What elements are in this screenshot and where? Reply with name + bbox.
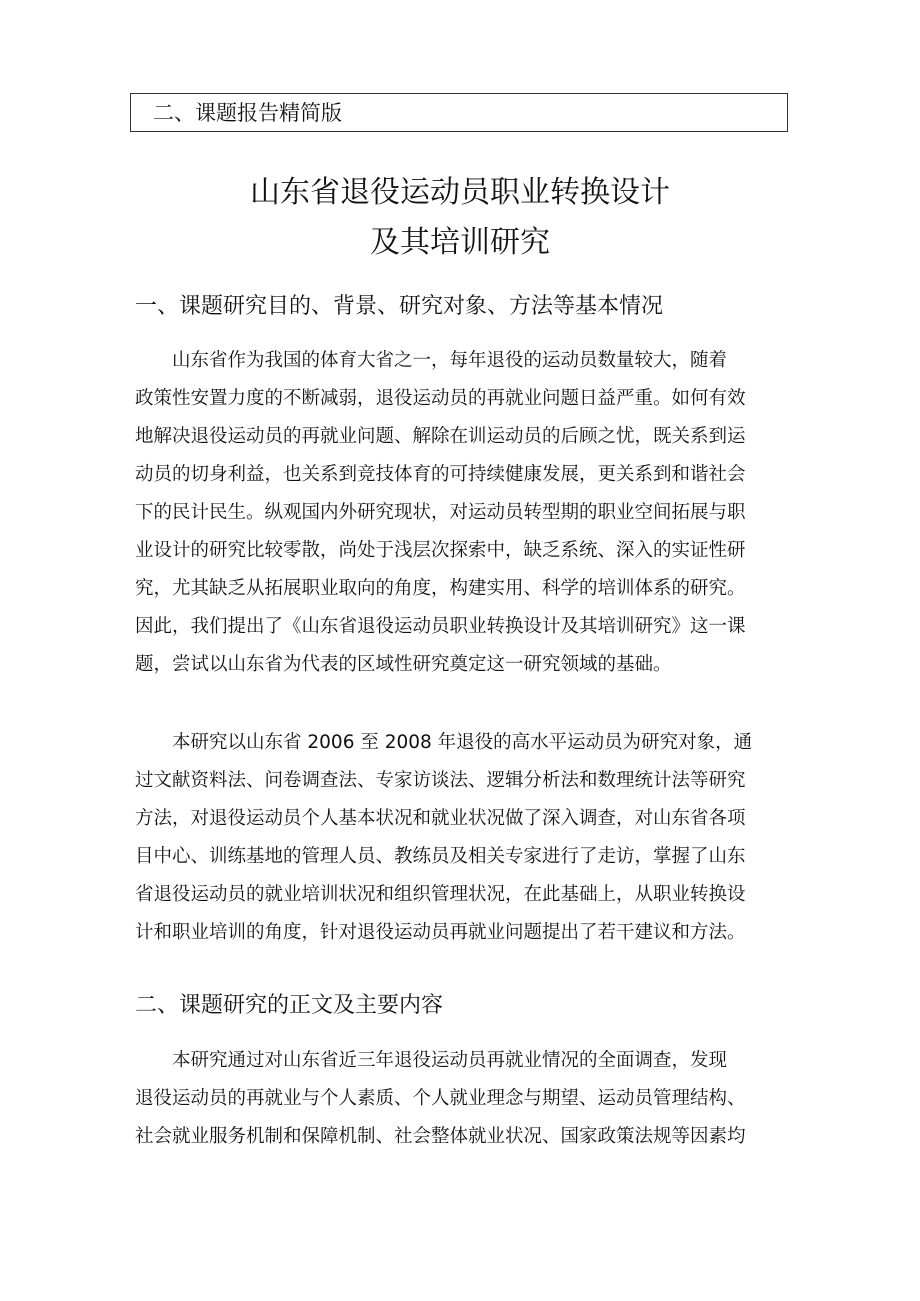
paragraph-main-content	[135, 1042, 795, 1156]
paragraph-line: 动员的切身利益，也关系到竞技体育的可持续健康发展，更关系到和谐社会	[135, 464, 746, 485]
paragraph-line: 退役运动员的再就业与个人素质、个人就业理念与期望、运动员管理结构、	[135, 1088, 746, 1109]
paragraph-line: 目中心、训练基地的管理人员、教练员及相关专家进行了走访，掌握了山东	[135, 846, 746, 867]
paragraph-line: 本研究以山东省 2006 至 2008 年退役的高水平运动员为研究对象，通	[135, 732, 753, 753]
paragraph-line: 省退役运动员的就业培训状况和组织管理状况，在此基础上，从职业转换设	[135, 884, 746, 905]
paragraph-line: 计和职业培训的角度，针对退役运动员再就业问题提出了若干建议和方法。	[135, 922, 746, 943]
paragraph-line: 社会就业服务机制和保障机制、社会整体就业状况、国家政策法规等因素均	[135, 1126, 746, 1147]
paragraph-line: 题，尝试以山东省为代表的区域性研究奠定这一研究领域的基础。	[135, 654, 672, 675]
report-header-box	[130, 93, 788, 132]
report-header-text: 二、课题报告精简版	[153, 101, 342, 125]
paragraph-line: 因此，我们提出了《山东省退役运动员职业转换设计及其培训研究》这一课	[135, 616, 746, 637]
paragraph-line: 业设计的研究比较零散，尚处于浅层次探索中，缺乏系统、深入的实证性研	[135, 540, 746, 561]
paragraph-line: 方法，对退役运动员个人基本状况和就业状况做了深入调查，对山东省各项	[135, 808, 746, 829]
paragraph-methods	[135, 724, 795, 952]
paragraph-line: 地解决退役运动员的再就业问题、解除在训运动员的后顾之忧，既关系到运	[135, 426, 746, 447]
paragraph-line: 山东省作为我国的体育大省之一，每年退役的运动员数量较大，随着	[135, 350, 728, 371]
section-heading-1: 一、课题研究目的、背景、研究对象、方法等基本情况	[135, 294, 664, 319]
paragraph-line: 过文献资料法、问卷调查法、专家访谈法、逻辑分析法和数理统计法等研究	[135, 770, 746, 791]
paragraph-line: 究，尤其缺乏从拓展职业取向的角度，构建实用、科学的培训体系的研究。	[135, 578, 746, 599]
document-title-line-1: 山东省退役运动员职业转换设计	[250, 175, 670, 210]
document-title-line-2: 及其培训研究	[370, 225, 550, 260]
paragraph-line: 下的民计民生。纵观国内外研究现状，对运动员转型期的职业空间拓展与职	[135, 502, 746, 523]
paragraph-background	[135, 342, 795, 684]
paragraph-line: 本研究通过对山东省近三年退役运动员再就业情况的全面调查，发现	[135, 1050, 728, 1071]
paragraph-line: 政策性安置力度的不断减弱，退役运动员的再就业问题日益严重。如何有效	[135, 388, 746, 409]
section-heading-2: 二、课题研究的正文及主要内容	[135, 993, 444, 1018]
